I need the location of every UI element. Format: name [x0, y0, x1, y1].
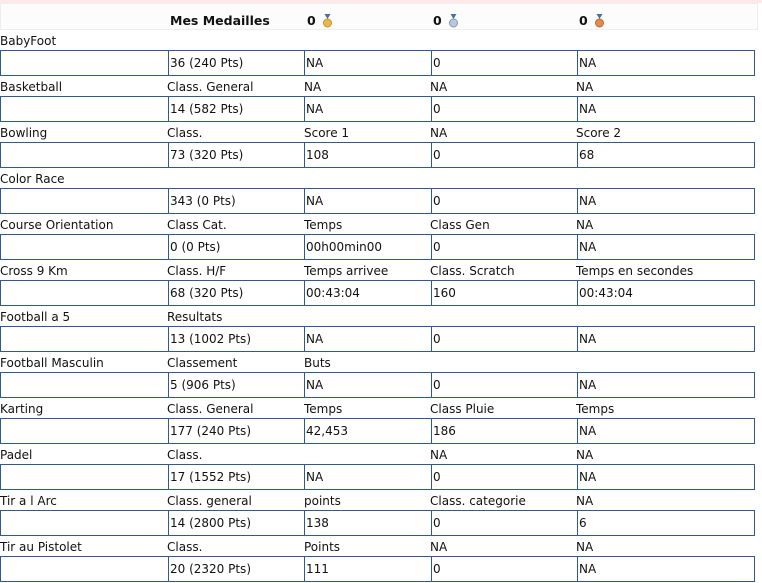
result-cell: [304, 143, 329, 167]
column-label: NA: [304, 80, 322, 94]
result-value: 0: [433, 102, 441, 116]
sport-result-row: [0, 556, 755, 582]
result-value: 00:43:04: [579, 286, 633, 300]
column-label: Score 2: [576, 126, 622, 140]
sport-result-row: [0, 188, 755, 214]
result-cell: [577, 557, 597, 581]
column-label: Temps en secondes: [576, 264, 694, 278]
sport-name: Tir au Pistolet: [0, 540, 82, 554]
result-cell: [168, 51, 244, 75]
column-label: Classement: [167, 356, 238, 370]
result-value: NA: [579, 424, 597, 438]
column-label: NA: [576, 218, 594, 232]
sport-label-row: [0, 261, 762, 280]
result-value: 160: [433, 286, 456, 300]
column-label: Class.: [167, 540, 203, 554]
column-label: NA: [576, 80, 594, 94]
column-label: Temps: [304, 218, 343, 232]
result-cell: [168, 281, 244, 305]
column-label: Class.: [167, 126, 203, 140]
result-cell: [304, 373, 324, 397]
sport-result-row: [0, 510, 755, 536]
result-value: 36 (240 Pts): [170, 56, 244, 70]
gold-medal-icon: [322, 14, 333, 28]
result-cell: [304, 97, 324, 121]
result-cell: [431, 97, 441, 121]
result-value: 0: [433, 194, 441, 208]
result-cell: [577, 235, 597, 259]
medals-header-row: [0, 3, 758, 30]
sport-label-row: [0, 31, 762, 50]
sport-section: [0, 215, 762, 261]
result-cell: [168, 189, 236, 213]
sport-result-row: [0, 418, 755, 444]
result-cell: [431, 327, 441, 351]
result-cell: [168, 373, 236, 397]
sport-label-row: [0, 77, 762, 96]
sport-section: [0, 77, 762, 123]
result-value: 186: [433, 424, 456, 438]
result-value: NA: [579, 240, 597, 254]
result-cell: [431, 465, 441, 489]
sport-section: [0, 31, 762, 77]
result-value: 20 (2320 Pts): [170, 562, 251, 576]
result-cell: [431, 281, 456, 305]
sport-result-row: [0, 96, 755, 122]
column-label: Class. H/F: [167, 264, 227, 278]
result-cell: [304, 51, 324, 75]
result-value: 17 (1552 Pts): [170, 470, 251, 484]
column-label: Class.: [167, 448, 203, 462]
result-cell: [431, 143, 441, 167]
result-value: 0 (0 Pts): [170, 240, 221, 254]
sport-section: [0, 169, 762, 215]
column-label: NA: [576, 494, 594, 508]
result-value: 343 (0 Pts): [170, 194, 236, 208]
column-label: Class. categorie: [430, 494, 526, 508]
result-value: 138: [306, 516, 329, 530]
sport-result-row: [0, 280, 755, 306]
result-value: NA: [306, 332, 324, 346]
result-cell: [304, 235, 383, 259]
sport-label-row: [0, 399, 762, 418]
result-cell: [431, 511, 441, 535]
result-value: NA: [306, 470, 324, 484]
bronze-medal-icon: [594, 14, 605, 28]
sport-label-row: [0, 123, 762, 142]
sport-name: Karting: [0, 402, 44, 416]
sport-result-row: [0, 464, 755, 490]
result-value: 0: [433, 562, 441, 576]
column-label: NA: [576, 540, 594, 554]
column-label: NA: [430, 80, 448, 94]
result-value: 0: [433, 56, 441, 70]
sport-label-row: [0, 491, 762, 510]
silver-count: 0: [433, 13, 442, 28]
result-value: 5 (906 Pts): [170, 378, 236, 392]
column-label: Score 1: [304, 126, 350, 140]
sport-section: [0, 307, 762, 353]
result-cell: [304, 189, 324, 213]
result-value: NA: [579, 562, 597, 576]
medals-title: Mes Medailles: [170, 13, 270, 28]
result-cell: [577, 327, 597, 351]
result-value: NA: [579, 102, 597, 116]
sport-section: [0, 399, 762, 445]
sport-result-row: [0, 50, 755, 76]
result-cell: [431, 189, 441, 213]
sport-result-row: [0, 142, 755, 168]
result-cell: [577, 281, 633, 305]
column-label: Class Pluie: [430, 402, 495, 416]
column-label: Buts: [304, 356, 331, 370]
result-value: NA: [579, 470, 597, 484]
column-label: NA: [430, 126, 448, 140]
result-value: NA: [579, 194, 597, 208]
result-cell: [168, 143, 244, 167]
result-value: NA: [306, 194, 324, 208]
sport-section: [0, 445, 762, 491]
result-cell: [431, 419, 456, 443]
result-value: 13 (1002 Pts): [170, 332, 251, 346]
result-value: NA: [306, 56, 324, 70]
result-cell: [431, 235, 441, 259]
sport-label-row: [0, 215, 762, 234]
result-value: 0: [433, 148, 441, 162]
result-cell: [168, 511, 251, 535]
sport-section: [0, 123, 762, 169]
result-cell: [168, 419, 251, 443]
sport-label-row: [0, 353, 762, 372]
result-cell: [577, 419, 597, 443]
result-cell: [304, 465, 324, 489]
sport-result-row: [0, 326, 755, 352]
result-cell: [431, 51, 441, 75]
column-label: Class Gen: [430, 218, 490, 232]
sport-name: Basketball: [0, 80, 63, 94]
result-value: 42,453: [306, 424, 348, 438]
result-value: 177 (240 Pts): [170, 424, 251, 438]
column-label: NA: [430, 540, 448, 554]
result-value: 0: [433, 516, 441, 530]
sport-result-row: [0, 234, 755, 260]
sport-result-row: [0, 372, 755, 398]
column-label: Class. Scratch: [430, 264, 515, 278]
gold-count: 0: [307, 13, 316, 28]
result-cell: [304, 557, 329, 581]
result-value: 00:43:04: [306, 286, 360, 300]
result-value: NA: [579, 56, 597, 70]
sport-section: [0, 353, 762, 399]
result-cell: [168, 465, 251, 489]
result-cell: [168, 327, 251, 351]
column-label: Resultats: [167, 310, 223, 324]
result-value: 108: [306, 148, 329, 162]
result-value: 14 (2800 Pts): [170, 516, 251, 530]
column-label: Temps: [576, 402, 615, 416]
result-value: NA: [306, 378, 324, 392]
result-value: 68: [579, 148, 595, 162]
result-value: 0: [433, 470, 441, 484]
result-value: 68 (320 Pts): [170, 286, 244, 300]
result-cell: [577, 373, 597, 397]
result-cell: [304, 419, 348, 443]
sport-name: Tir a l Arc: [0, 494, 57, 508]
result-value: 0: [433, 332, 441, 346]
sport-label-row: [0, 169, 762, 188]
result-value: 0: [433, 240, 441, 254]
result-cell: [168, 557, 251, 581]
result-value: NA: [579, 332, 597, 346]
result-value: 73 (320 Pts): [170, 148, 244, 162]
column-label: Class. general: [167, 494, 252, 508]
sport-name: Football a 5: [0, 310, 71, 324]
result-cell: [168, 235, 221, 259]
result-value: 00h00min00: [306, 240, 383, 254]
sport-label-row: [0, 307, 762, 326]
column-label: NA: [430, 448, 448, 462]
sport-section: [0, 491, 762, 537]
sport-section: [0, 261, 762, 307]
sport-name: Bowling: [0, 126, 48, 140]
column-label: Points: [304, 540, 341, 554]
result-cell: [168, 97, 244, 121]
result-cell: [304, 511, 329, 535]
result-value: 0: [433, 378, 441, 392]
sport-section: [0, 537, 762, 583]
sport-name: Football Masculin: [0, 356, 104, 370]
column-label: Temps: [304, 402, 343, 416]
sport-name: Color Race: [0, 172, 65, 186]
result-cell: [577, 189, 597, 213]
result-cell: [577, 511, 587, 535]
bronze-count: 0: [579, 13, 588, 28]
result-value: NA: [579, 378, 597, 392]
result-cell: [577, 97, 597, 121]
result-cell: [577, 143, 595, 167]
result-cell: [431, 557, 441, 581]
result-cell: [577, 51, 597, 75]
sport-name: Cross 9 Km: [0, 264, 68, 278]
sport-name: Padel: [0, 448, 33, 462]
sport-name: Course Orientation: [0, 218, 114, 232]
result-cell: [431, 373, 441, 397]
result-cell: [304, 281, 360, 305]
column-label: Temps arrivee: [304, 264, 389, 278]
column-label: Class. General: [167, 80, 254, 94]
sport-name: BabyFoot: [0, 34, 57, 48]
result-value: 6: [579, 516, 587, 530]
column-label: points: [304, 494, 341, 508]
result-value: 111: [306, 562, 329, 576]
column-label: Class Cat.: [167, 218, 227, 232]
silver-medal-icon: [448, 14, 459, 28]
column-label: Class. General: [167, 402, 254, 416]
column-label: NA: [576, 448, 594, 462]
sport-label-row: [0, 537, 762, 556]
result-value: NA: [306, 102, 324, 116]
result-cell: [577, 465, 597, 489]
result-value: 14 (582 Pts): [170, 102, 244, 116]
sport-label-row: [0, 445, 762, 464]
result-cell: [304, 327, 324, 351]
